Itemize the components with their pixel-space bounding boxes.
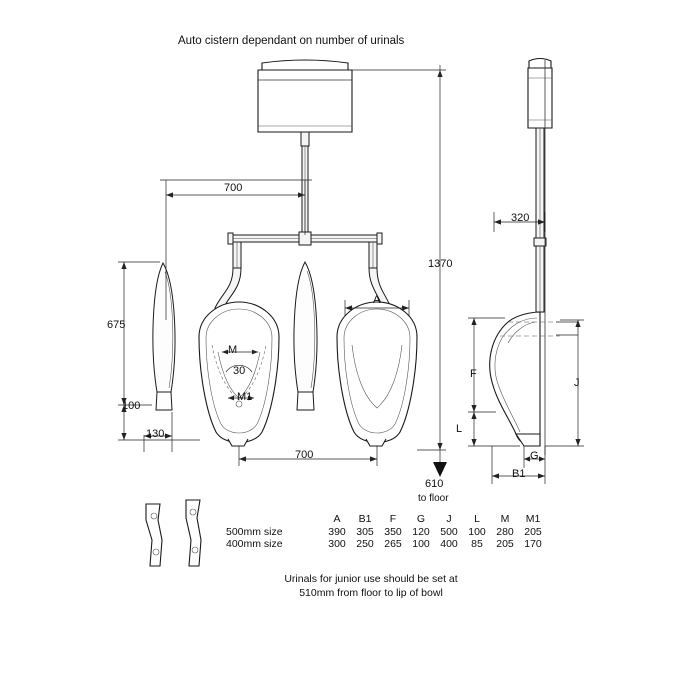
cell-500-f: 350 xyxy=(384,526,402,538)
cell-400-m1: 170 xyxy=(524,538,542,550)
cell-500-j: 500 xyxy=(440,526,458,538)
dimension-label-width-top: 700 xyxy=(224,182,243,194)
dimension-label-m1: M1 xyxy=(237,391,253,403)
dimension-label-depth-offset: 130 xyxy=(146,428,165,440)
dimension-label-j: J xyxy=(574,377,580,389)
dimension-label-f: F xyxy=(470,368,477,380)
cell-400-f: 265 xyxy=(384,538,402,550)
dimension-label-g: G xyxy=(530,450,539,462)
table-header-l: L xyxy=(474,513,480,525)
dimension-label-side-top: 320 xyxy=(511,212,530,224)
table-header-f: F xyxy=(389,513,397,525)
table-header-a: A xyxy=(333,513,341,525)
dimension-label-a: A xyxy=(373,294,381,306)
table-row-label-500: 500mm size xyxy=(226,526,283,538)
cell-400-j: 400 xyxy=(440,538,458,550)
table-header-blank xyxy=(226,513,323,526)
dimension-label-total-height: 1370 xyxy=(428,258,453,270)
footnote-line-1: Urinals for junior use should be set at xyxy=(284,573,458,585)
dimension-label-b1: B1 xyxy=(512,468,526,480)
dimension-label-l: L xyxy=(456,423,463,435)
cell-500-a: 390 xyxy=(328,526,346,538)
size-table xyxy=(226,513,547,550)
table-header-row xyxy=(226,513,547,526)
table-row xyxy=(226,526,547,538)
table-row xyxy=(226,538,547,550)
table-header-j: J xyxy=(446,513,452,525)
cell-400-m: 205 xyxy=(496,538,514,550)
footnote-line-2: 510mm from floor to lip of bowl xyxy=(299,587,443,599)
dimension-label-width-bottom: 700 xyxy=(295,449,314,461)
dimension-label-bowl-height: 675 xyxy=(107,319,126,331)
dimension-label-to-floor-text: to floor xyxy=(418,493,449,504)
cell-400-g: 100 xyxy=(412,538,430,550)
dimension-label-to-floor-value: 610 xyxy=(425,478,444,490)
table-header-g: G xyxy=(416,513,426,525)
cell-500-m1: 205 xyxy=(524,526,542,538)
cell-500-m: 280 xyxy=(496,526,514,538)
dimension-label-base-height: 100 xyxy=(122,400,141,412)
table-row-label-400: 400mm size xyxy=(226,538,283,550)
cell-400-l: 85 xyxy=(471,538,483,550)
cell-400-b1: 250 xyxy=(356,538,374,550)
table-header-m: M xyxy=(500,513,510,525)
cell-500-b1: 305 xyxy=(356,526,374,538)
drawing-title: Auto cistern dependant on number of urinals xyxy=(178,35,405,47)
dimension-label-angle-30: 30 xyxy=(233,365,246,377)
dimension-label-m: M xyxy=(228,344,238,356)
table-header-m1: M1 xyxy=(525,513,541,525)
cell-500-g: 120 xyxy=(412,526,430,538)
table-header-b1: B1 xyxy=(358,513,372,525)
cell-400-a: 300 xyxy=(328,538,346,550)
cell-500-l: 100 xyxy=(468,526,486,538)
